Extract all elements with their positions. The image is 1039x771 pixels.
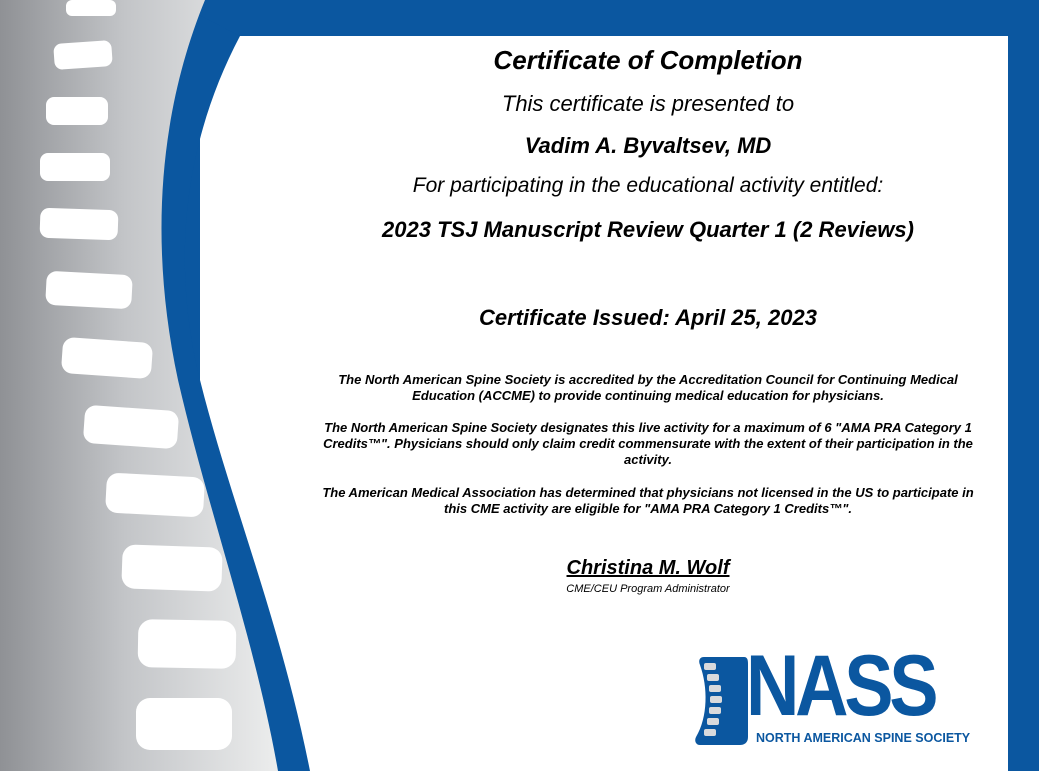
vertebra-shape — [53, 40, 113, 70]
ama-eligibility-paragraph: The American Medical Association has determined that physicians not licensed in the US to participate in this CME activity are eligible for "AMA PRA Category 1 Credits™". — [322, 485, 974, 516]
logo-vertebra — [704, 663, 716, 670]
spine-column-logo-icon — [694, 657, 748, 745]
nass-tagline: NORTH AMERICAN SPINE SOCIETY — [756, 731, 971, 745]
vertebra-shape — [40, 208, 119, 241]
nass-wordmark: NASS — [746, 638, 935, 734]
logo-vertebra — [710, 696, 722, 703]
vertebra-shape — [121, 544, 222, 591]
vertebra-shape — [138, 619, 237, 669]
signature-block — [300, 557, 996, 580]
vertebra-shape — [136, 698, 232, 750]
logo-vertebra — [707, 718, 719, 725]
vertebra-shape — [61, 337, 153, 379]
vertebra-shape — [66, 0, 116, 16]
vertebra-shape — [40, 153, 110, 181]
recipient-name: Vadim A. Byvaltsev, MD — [524, 133, 772, 158]
logo-vertebra — [709, 707, 721, 714]
logo-vertebra — [704, 729, 716, 736]
vertebra-shape — [83, 405, 179, 449]
issued-date: Certificate Issued: April 25, 2023 — [479, 305, 817, 330]
participating-line: For participating in the educational activity entitled: — [412, 174, 884, 197]
nass-logo — [694, 638, 978, 747]
signer-title: CME/CEU Program Administrator — [566, 583, 730, 595]
certificate-title: Certificate of Completion — [493, 45, 803, 75]
logo-vertebra — [709, 685, 721, 692]
activity-title: 2023 TSJ Manuscript Review Quarter 1 (2 Reviews) — [382, 217, 914, 242]
signer-name: Christina M. Wolf — [566, 557, 730, 579]
credit-designation-paragraph: The North American Spine Society designates this live activity for a maximum of 6 "AMA PRA Category 1 Credits™". Physicians should only claim credit commensurate with the extent of their participation in the activity. — [323, 420, 973, 467]
presented-to-line: This certificate is presented to — [501, 91, 795, 116]
vertebra-shape — [45, 271, 133, 309]
logo-vertebra — [707, 674, 719, 681]
vertebra-shape — [105, 472, 205, 517]
accreditation-paragraph: The North American Spine Society is accredited by the Accreditation Council for Continuing Medical Education (ACCME) to provide continuing medical education for physicians. — [338, 372, 958, 403]
vertebra-shape — [46, 97, 108, 125]
